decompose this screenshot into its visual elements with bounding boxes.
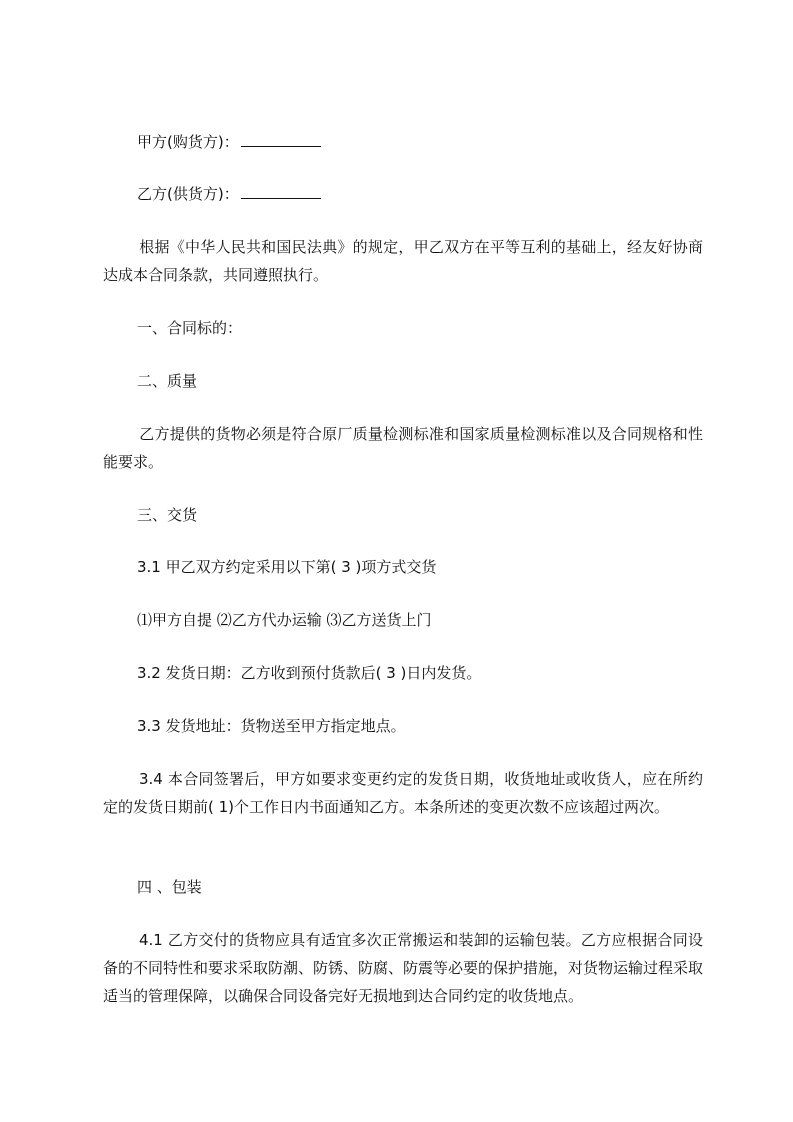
party-b-blank (241, 184, 321, 199)
party-a-label: 甲方(购货方)： (137, 133, 239, 151)
section-4-heading: 四 、包装 (137, 878, 202, 896)
clause-3-2: 3.2 发货日期：乙方收到预付货款后( 3 )日内发货。 (137, 664, 482, 682)
clause-4-1: 4.1 乙方交付的货物应具有适宜多次正常搬运和装卸的运输包装。乙方应根据合同设备的不同特性和要求采取防潮、防锈、防腐、防震等必要的保护措施，对货物运输过程采取适当的管理保障，以确保合同设备完好无损地到达合同约定的收货地点。 (103, 931, 704, 1005)
section-3-heading: 三、交货 (137, 506, 198, 524)
delivery-options: ⑴甲方自提 ⑵乙方代办运输 ⑶乙方送货上门 (137, 611, 432, 629)
party-a-line (137, 132, 321, 152)
clause-4-1-paragraph (103, 926, 703, 1010)
intro-text: 根据《中华人民共和国民法典》的规定，甲乙双方在平等互利的基础上，经友好协商达成本合同条款，共同遵照执行。 (103, 238, 703, 284)
party-b-line (137, 184, 321, 204)
section-2-text: 乙方提供的货物必须是符合原厂质量检测标准和国家质量检测标准以及合同规格和性能要求。 (103, 425, 703, 471)
clause-3-4-paragraph (103, 765, 703, 821)
clause-3-1: 3.1 甲乙双方约定采用以下第( 3 )项方式交货 (137, 558, 437, 576)
party-a-blank (241, 132, 321, 147)
clause-3-3: 3.3 发货地址：货物送至甲方指定地点。 (137, 717, 406, 735)
clause-3-4: 3.4 本合同签署后，甲方如要求变更约定的发货日期，收货地址或收货人，应在所约定的发货日期前( 1)个工作日内书面通知乙方。本条所述的变更次数不应该超过两次。 (103, 770, 703, 816)
section-2-paragraph (103, 420, 703, 476)
section-2-heading: 二、质量 (137, 372, 198, 390)
section-1-heading: 一、合同标的： (137, 319, 243, 337)
party-b-label: 乙方(供货方)： (137, 185, 239, 203)
intro-paragraph (103, 233, 703, 289)
